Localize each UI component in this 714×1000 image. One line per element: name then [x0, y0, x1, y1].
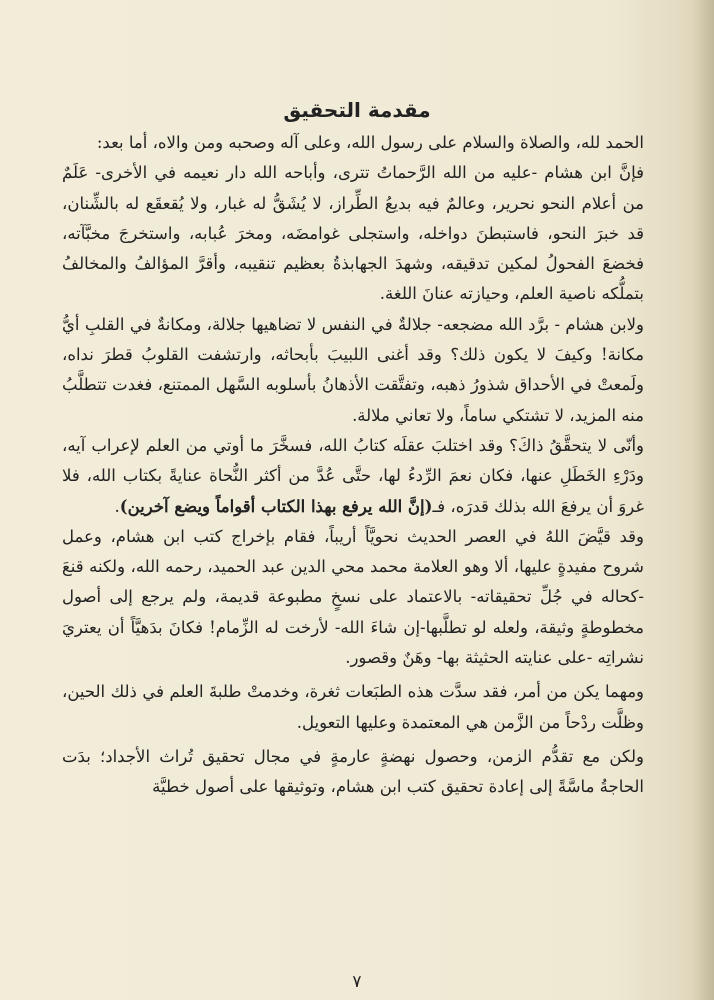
- paragraph-quran-end: .: [114, 496, 120, 516]
- page-number: ٧: [352, 972, 362, 992]
- page-edge-shadow: [692, 0, 714, 1000]
- page-title: مقدمة التحقيق: [283, 98, 431, 122]
- paragraph-modern-editions: وقد قيَّضَ اللهُ في العصر الحديث نحويَّاً أريباً، فقام بإخراج كتب ابن هشام، وعمل شروح مفيدةٍ عليها، ألا وهو العلامة محمد محي الدين عبد الحميد، رحمه الله، ولكنه قنعَ -كحاله في جُلِّ تحقيقاته- بالاعتماد على نسخٍ مطبوعة قديمة، ولم يرجع إلى أصول مخطوطةٍ وثيقة، ولعله لو تطلَّبها-إن شاءَ الله- لأرخت له الزِّمام! فكانَ بدَهيَّاً أن يعتريَ نشراتِه -على عنايته الحثيثة بها- وهَنٌ وقصور.: [62, 526, 644, 668]
- paragraph-praise: الحمد لله، والصلاة والسلام على رسول الله، وعلى آله وصحبه ومن والاه، أما بعد:: [96, 133, 644, 152]
- body-text: [62, 128, 644, 803]
- paragraph-need-new-edition: ولكن مع تقدُّم الزمن، وحصول نهضةٍ عارمةٍ في مجال تحقيق تُراث الأجداد؛ بدَت الحاجةُ ماسَّةً إلى إعادة تحقيق كتب ابن هشام، وتوثيقها على أصول خطيَّة: [62, 746, 644, 797]
- paragraph-quran-text: وأنّى لا يتحقَّقُ ذاكَ؟ وقد اختلبَ عقلَه كتابُ الله، فسخَّرَ ما أوتي من العلم لإعراب آيه، ودَرْءِ الخَطَلِ عنها، فكان نعمَ الرِّدءُ لها، حتَّى عُدَّ من أكثر النُّحاة عنايةً بكتاب الله، فلا غروَ أن يرفعَ الله بذلك قدرَه، فـ: [62, 435, 644, 516]
- paragraph-editions-role: ومهما يكن من أمر، فقد سدَّت هذه الطبَعات ثغرة، وخدمتْ طلبةَ العلم في ذلك الحين، وظلَّت ردْحاً من الزَّمن هي المعتمدة وعليها التعويل.: [62, 682, 644, 732]
- paragraph-ibn-hisham-intro: فإنَّ ابن هشام -عليه من الله الرَّحماتُ تترى، وأباحه الله دار نعيمه في الأخرى- عَلَمٌ من أعلام النحو نحرير، وعالمٌ فيه بديعُ الطِّراز، لا يُشَقُّ له غبار، ولا يُقعقَع له بالشِّنان، قد خبرَ النحو، فاستبطنَ دواخله، واستجلى غوامضَه، ومخرَ عُبابه، واستخرجَ مخبَّآته، فخضعَ الفحولُ لمكين تدقيقه، وشهدَ الجهابذةُ بعظيم تنقيبه، وأقرَّ المؤالفُ والمخالفُ بتملُّكه ناصية العلم، وحيازته عنانَ اللغة.: [62, 163, 644, 304]
- paragraph-quran-care: [62, 431, 644, 522]
- paragraph-ibn-hisham-status: ولابن هشام - برَّد الله مضجعه- جلالةٌ في النفس لا تضاهيها جلالة، ومكانةٌ في القلبِ أيُّ مكانة! وكيفَ لا يكون ذلك؟ وقد أغنى اللبيبَ بأبحاثه، وارتشفت القلوبُ قطرَ نداه، ولَمعتْ في الأحداق شذورُ ذهبه، وتفتَّقت الأذهانُ بأسلوبه السَّهل الممتنع، فغدت تتطلَّبُ منه المزيد، لا تشتكي ساماً، ولا تعاني ملالة.: [62, 314, 644, 425]
- hadith-quote: (إنَّ الله يرفع بهذا الكتاب أقواماً ويضع آخرين): [119, 496, 433, 516]
